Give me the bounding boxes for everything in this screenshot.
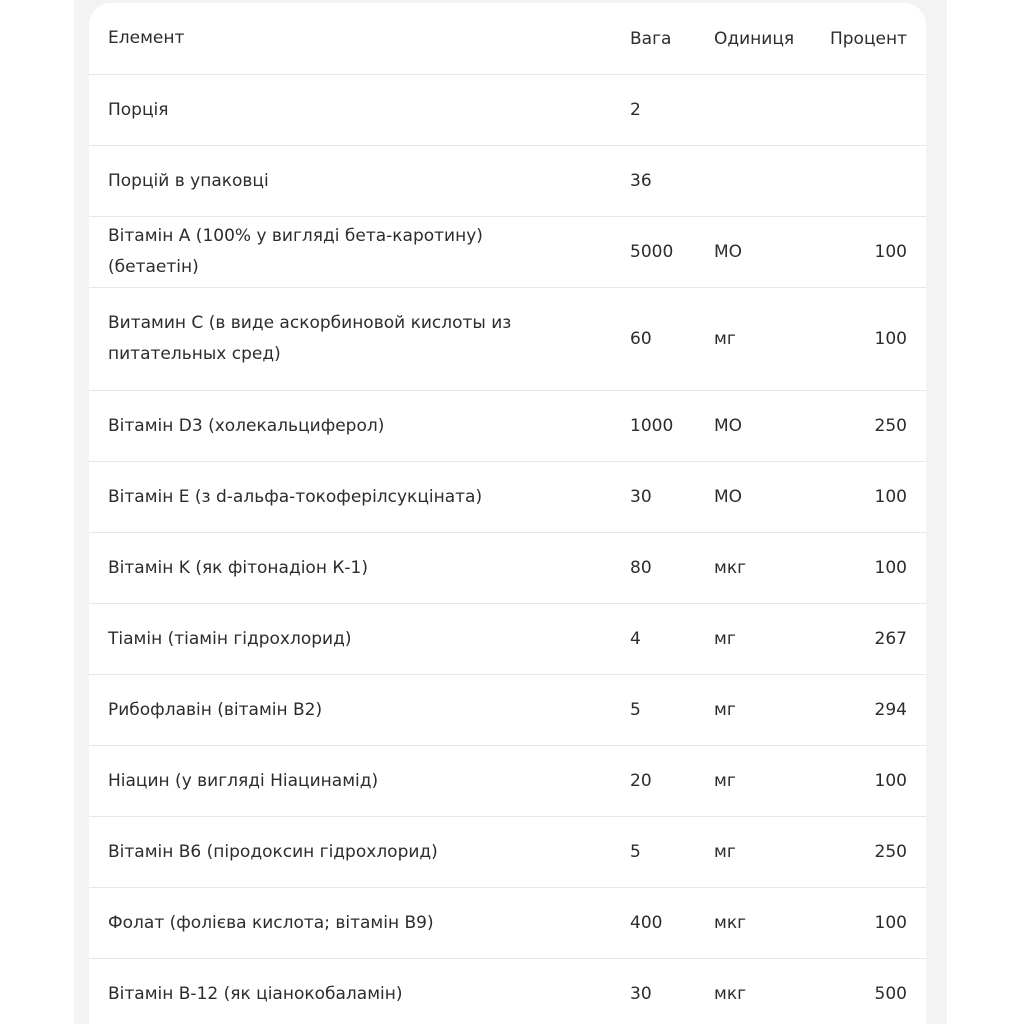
- cell-element: Рибофлавін (вітамін B2): [108, 699, 323, 720]
- cell-weight: 5: [630, 842, 641, 862]
- cell-weight: 400: [630, 913, 663, 933]
- nutrition-table: [89, 3, 926, 1024]
- cell-element: Порцій в упаковці: [108, 170, 269, 191]
- cell-percent: 100: [874, 558, 907, 578]
- table-row: [89, 217, 926, 288]
- cell-unit: мкг: [714, 984, 747, 1004]
- table-row: [89, 604, 926, 675]
- cell-element: Витамин C (в виде аскорбиновой кислоты из питательных сред): [108, 313, 512, 364]
- table-row: [89, 146, 926, 217]
- cell-percent: 100: [874, 913, 907, 933]
- table-row: [89, 817, 926, 888]
- table-row: [89, 746, 926, 817]
- table-row: [89, 533, 926, 604]
- cell-weight: 60: [630, 329, 652, 349]
- cell-percent: 500: [874, 984, 907, 1004]
- cell-weight: 30: [630, 984, 652, 1004]
- cell-element: Тіамін (тіамін гідрохлорид): [108, 628, 352, 649]
- cell-percent: 100: [874, 487, 907, 507]
- cell-element: Вітамін K (як фітонадіон К-1): [108, 557, 368, 578]
- table-row: [89, 75, 926, 146]
- cell-weight: 80: [630, 558, 652, 578]
- table-row: [89, 288, 926, 391]
- cell-percent: 100: [874, 329, 907, 349]
- cell-weight: 5: [630, 700, 641, 720]
- table-header-row: [89, 3, 926, 75]
- cell-unit: мг: [714, 629, 736, 649]
- cell-unit: мг: [714, 771, 736, 791]
- table-row: [89, 391, 926, 462]
- cell-unit: мкг: [714, 558, 747, 578]
- header-weight: Вага: [630, 28, 672, 49]
- cell-unit: МО: [714, 487, 743, 507]
- table-row: [89, 462, 926, 533]
- cell-weight: 4: [630, 629, 641, 649]
- cell-weight: 1000: [630, 416, 674, 436]
- cell-weight: 2: [630, 100, 641, 120]
- cell-element: Порція: [108, 99, 169, 120]
- cell-unit: мг: [714, 700, 736, 720]
- cell-percent: 100: [874, 242, 907, 262]
- cell-element: Вітамін B-12 (як ціанокобаламін): [108, 983, 403, 1004]
- cell-percent: [817, 75, 907, 145]
- cell-percent: [817, 146, 907, 216]
- cell-element: Вітамін E (з d-альфа-токоферілсукціната): [108, 486, 483, 507]
- cell-percent: 100: [874, 771, 907, 791]
- cell-percent: 294: [874, 700, 907, 720]
- cell-percent: 267: [874, 629, 907, 649]
- cell-unit: МО: [714, 242, 743, 262]
- cell-unit: мг: [714, 842, 736, 862]
- cell-unit: мг: [714, 329, 736, 349]
- cell-element: Ніацин (у вигляді Ніацинамід): [108, 770, 379, 791]
- cell-element: Фолат (фолієва кислота; вітамін B9): [108, 912, 434, 933]
- cell-unit: [714, 75, 804, 145]
- cell-weight: 36: [630, 171, 652, 191]
- cell-element: Вітамін B6 (піродоксин гідрохлорид): [108, 841, 438, 862]
- cell-element: Вітамін D3 (холекальциферол): [108, 415, 385, 436]
- cell-weight: 30: [630, 487, 652, 507]
- table-row: [89, 959, 926, 1024]
- cell-weight: 5000: [630, 242, 674, 262]
- cell-weight: 20: [630, 771, 652, 791]
- cell-unit: МО: [714, 416, 743, 436]
- header-element: Елемент: [108, 28, 185, 48]
- table-row: [89, 675, 926, 746]
- cell-unit: [714, 146, 804, 216]
- header-percent: Процент: [829, 28, 907, 49]
- cell-percent: 250: [874, 416, 907, 436]
- cell-percent: 250: [874, 842, 907, 862]
- cell-element: Вітамін A (100% у вигляді бета-каротину) (бетаетін): [108, 226, 483, 277]
- table-row: [89, 888, 926, 959]
- cell-unit: мкг: [714, 913, 747, 933]
- header-unit: Одиниця: [714, 28, 795, 49]
